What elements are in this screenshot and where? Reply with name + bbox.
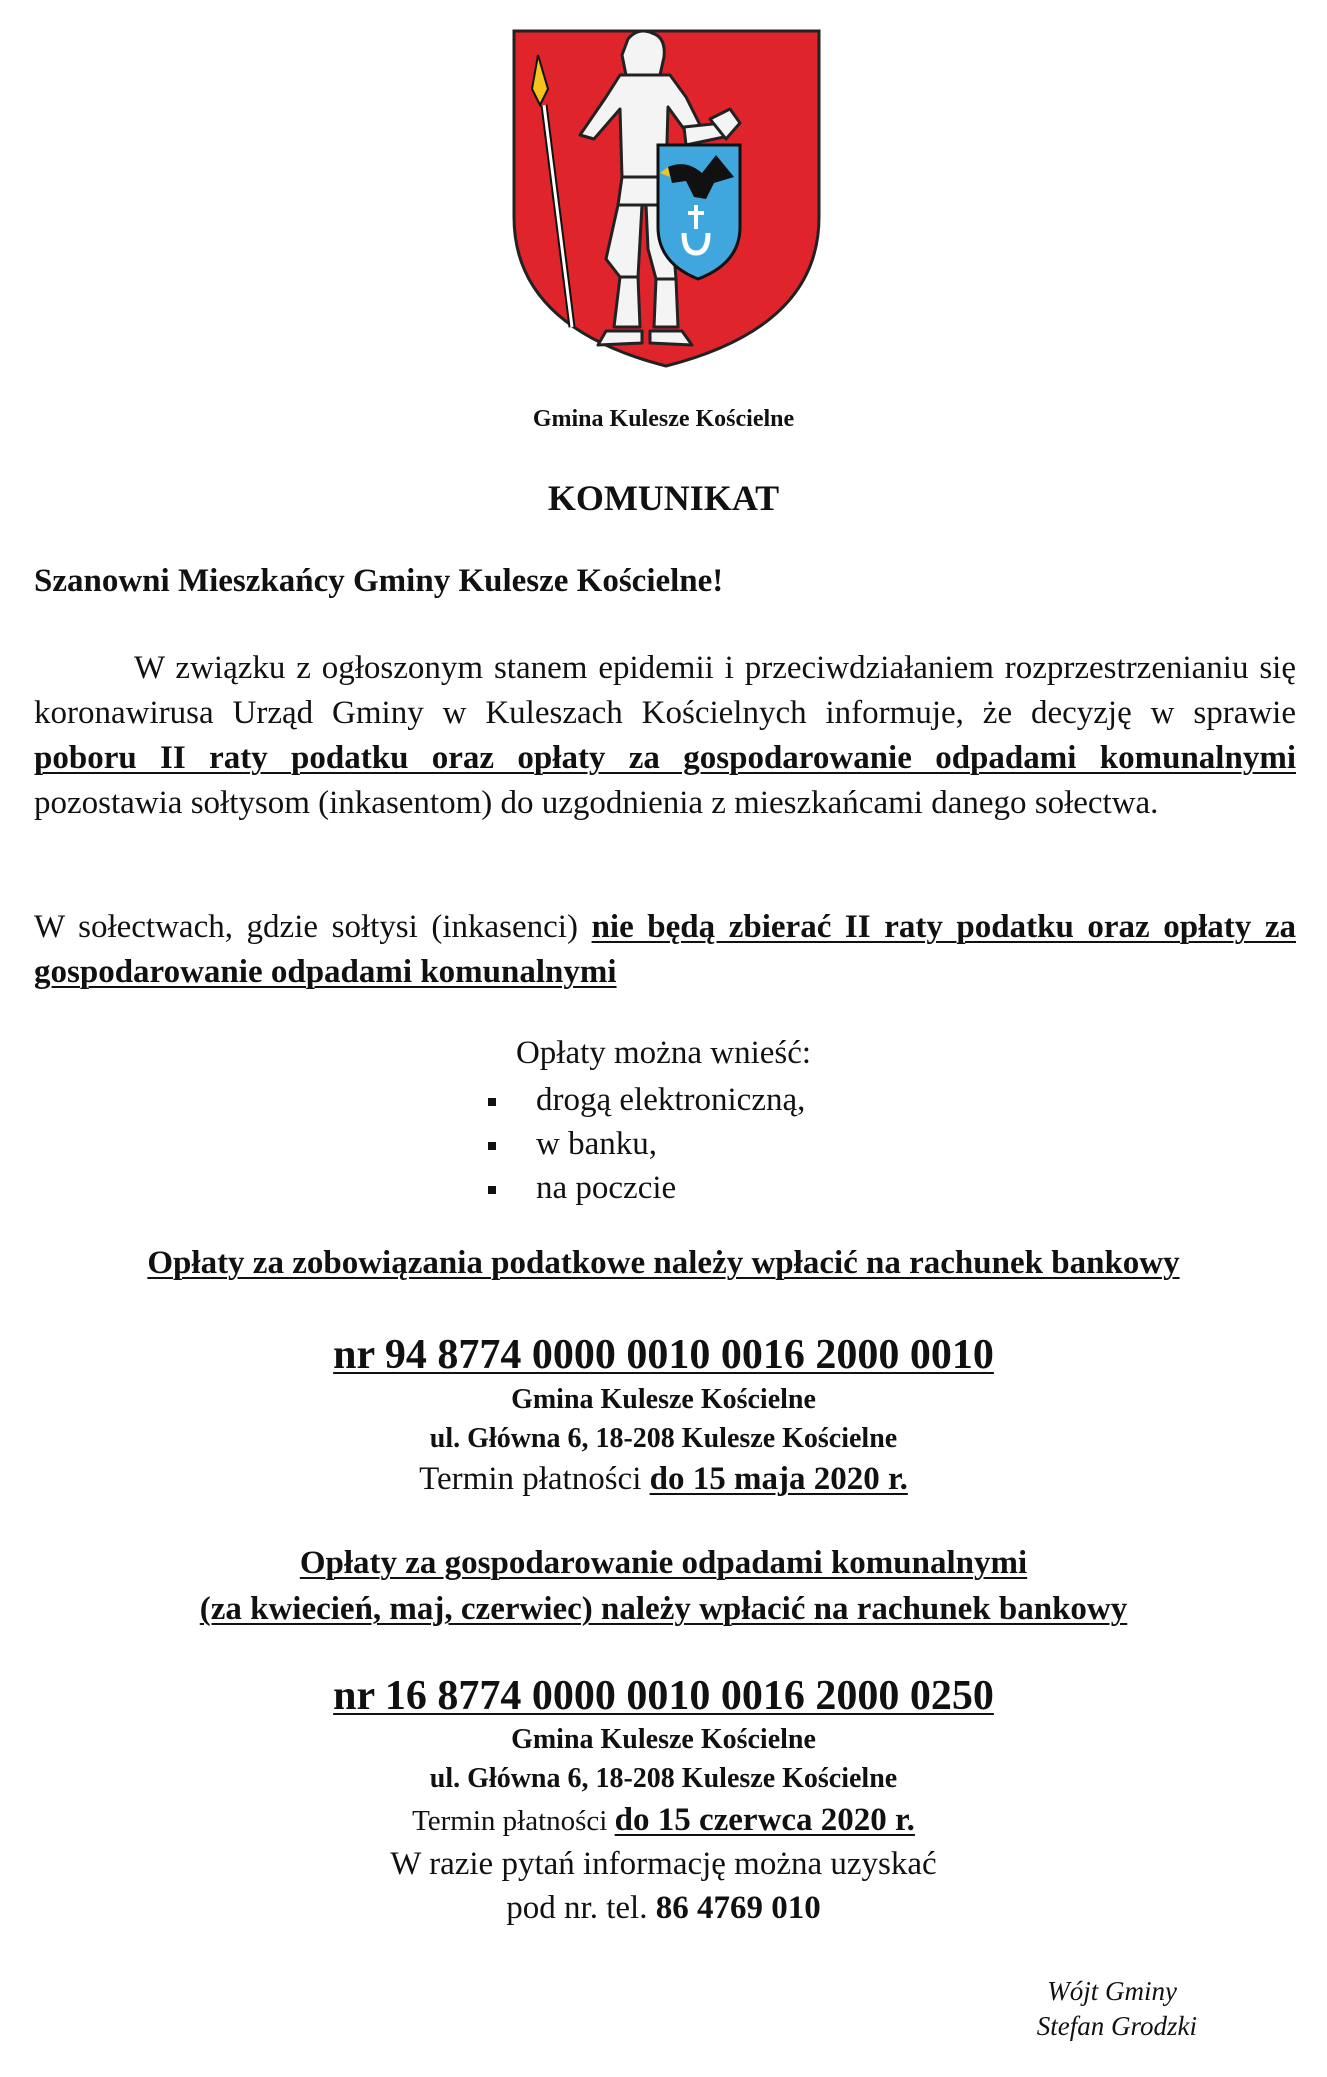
tax-account-holder: Gmina Kulesze Kościelne [511, 1384, 816, 1415]
waste-account-number: nr 16 8774 0000 0010 0016 2000 0250 [333, 1673, 994, 1719]
waste-due-date: do 15 czerwca 2020 r. [614, 1802, 915, 1838]
signature-title: Wójt Gminy [1047, 1976, 1177, 2006]
waste-account-holder: Gmina Kulesze Kościelne [511, 1724, 816, 1755]
list-item: drogą elektroniczną, [488, 1078, 805, 1122]
tax-account-address: ul. Główna 6, 18-208 Kulesze Kościelne [429, 1423, 898, 1454]
waste-account-address: ul. Główna 6, 18-208 Kulesze Kościelne [429, 1763, 898, 1794]
document-title: KOMUNIKAT [547, 478, 780, 518]
coat-of-arms-crest [510, 27, 823, 370]
contact-phone-line: pod nr. tel. 86 4769 010 [506, 1890, 821, 1926]
contact-info-line: W razie pytań informację można uzyskać [390, 1846, 937, 1882]
paragraph-announcement: W związku z ogłoszonym stanem epidemii i przeciwdziałaniem rozprzestrzenianiu się koronawirusa Urząd Gminy w Kuleszach Kościelnych informuje, że decyzję w sprawie poboru II raty podatku oraz opłaty za gospodarowanie odpadami komunalnymi pozostawia sołtysom (inkasentom) do uzgodnienia z mieszkańcami danego sołectwa. [34, 650, 1296, 821]
municipality-header: Gmina Kulesze Kościelne [532, 406, 795, 432]
paragraph-villages: W sołectwach, gdzie sołtysi (inkasenci) nie będą zbierać II raty podatku oraz opłaty za gospodarowanie odpadami komunalnymi [34, 909, 1297, 990]
list-item: w banku, [488, 1122, 805, 1166]
payment-methods-list [488, 1078, 805, 1210]
tax-due-date: do 15 maja 2020 r. [649, 1461, 908, 1497]
signature-name: Stefan Grodzki [1036, 2011, 1197, 2041]
tax-heading: Opłaty za zobowiązania podatkowe należy wpłacić na rachunek bankowy [147, 1245, 1180, 1281]
waste-heading-line1: Opłaty za gospodarowanie odpadami komunalnymi [299, 1545, 1028, 1581]
tax-account-number: nr 94 8774 0000 0010 0016 2000 0010 [333, 1332, 994, 1378]
phone-number: 86 4769 010 [655, 1890, 821, 1926]
tax-payment-term: Termin płatności do 15 maja 2020 r. [419, 1461, 908, 1497]
list-item: na poczcie [488, 1166, 805, 1210]
payment-methods-intro: Opłaty można wnieść: [515, 1035, 812, 1071]
greeting: Szanowni Mieszkańcy Gminy Kulesze Kościelne! [34, 563, 724, 599]
waste-heading-line2: (za kwiecień, maj, czerwiec) należy wpłacić na rachunek bankowy [199, 1591, 1128, 1627]
emphasis-no-collection: nie będą zbierać II raty podatku oraz opłaty za gospodarowanie odpadami komunalnymi [34, 909, 1297, 990]
waste-payment-term: Termin płatności do 15 czerwca 2020 r. [412, 1802, 915, 1838]
emphasis-tax-collection: poboru II raty podatku oraz opłaty za gospodarowanie odpadami komunalnymi [34, 740, 1296, 776]
